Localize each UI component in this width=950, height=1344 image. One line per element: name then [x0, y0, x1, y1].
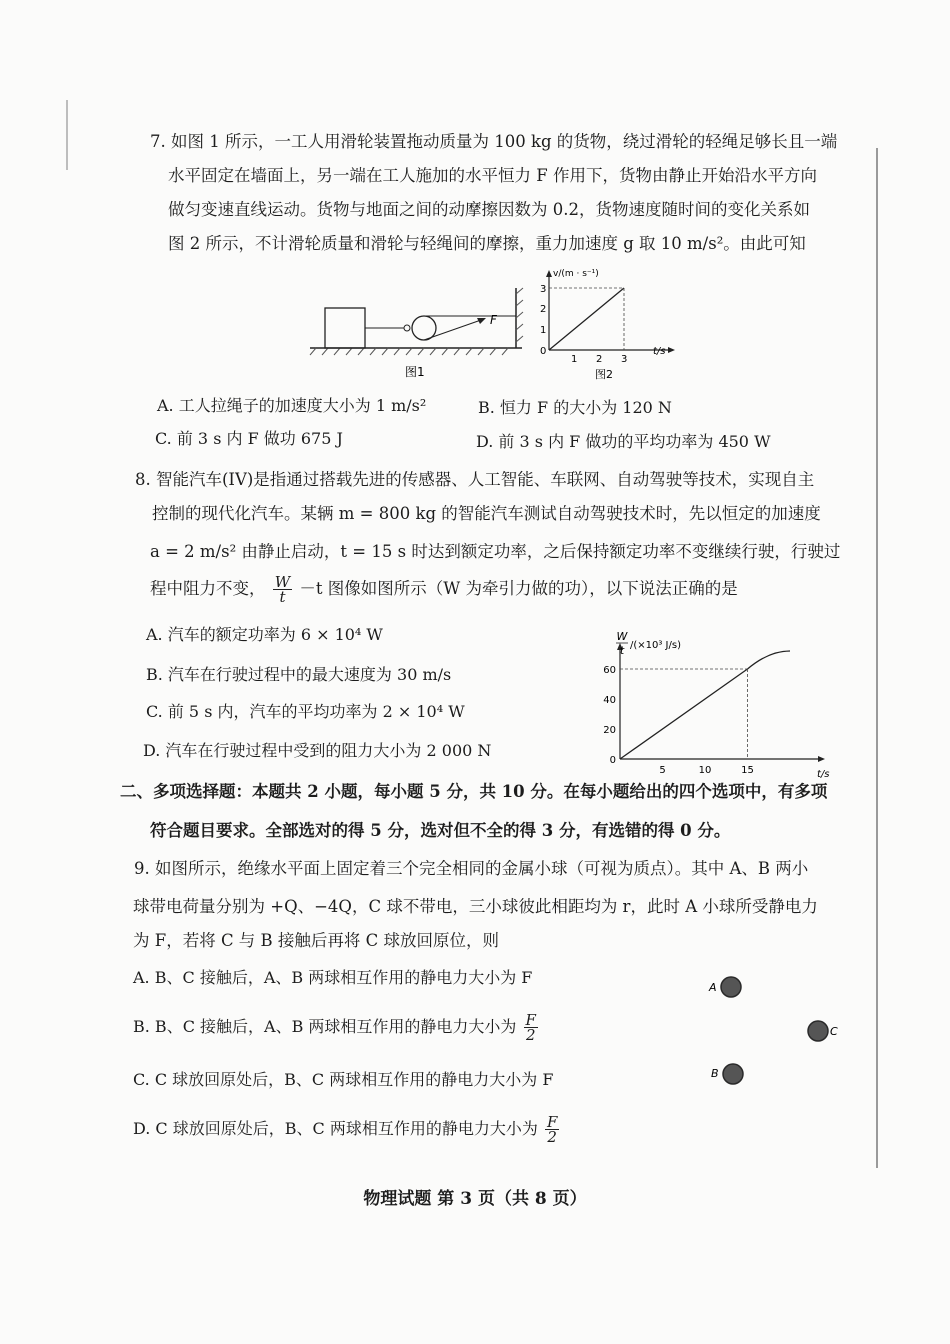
q7-line-2: 水平固定在墙面上，另一端在工人施加的水平恒力 F 作用下，货物由静止开始沿水平方向: [168, 166, 817, 185]
q8-ytick: 0: [609, 755, 616, 766]
fig2-velocity-line: [549, 288, 624, 350]
q9-option-c[interactable]: C. C 球放回原处后，B、C 两球相互作用的静电力大小为 F: [133, 1070, 554, 1089]
q9-frac-num: F: [546, 1113, 558, 1131]
q8-xlabel: t/s: [817, 769, 830, 780]
q8-ytick: 20: [603, 725, 616, 736]
q9-option-a[interactable]: A. B、C 接触后，A、B 两球相互作用的静电力大小为 F: [133, 968, 533, 987]
ground-hatch: [310, 348, 508, 355]
q8-ylabel-num: W: [616, 630, 628, 643]
q8-linear-segment: [620, 669, 748, 759]
q8-xtick: 15: [741, 765, 754, 776]
q9-line-2: 球带电荷量分别为 +Q、−4Q，C 球不带电，三小球彼此相距均为 r，此时 A 小球所受静电力: [133, 897, 818, 916]
q8-xtick: 10: [698, 765, 712, 776]
q7-line-3: 做匀变速直线运动。货物与地面之间的动摩擦因数为 0.2，货物速度随时间的变化关系如: [168, 200, 810, 219]
ball-b-label: B: [711, 1067, 719, 1080]
q7-option-b[interactable]: B. 恒力 F 的大小为 120 N: [478, 398, 672, 417]
fig2-xtick: 1: [571, 354, 578, 365]
q8-wt-graph: [585, 626, 835, 781]
page-footer: 物理试题 第 3 页（共 8 页）: [363, 1189, 587, 1209]
q8-ytick: 60: [603, 665, 616, 676]
fig2-ytick: 1: [540, 325, 547, 336]
q9-option-b-text: B. B、C 接触后，A、B 两球相互作用的静电力大小为: [133, 1017, 517, 1036]
q8-line-2: 控制的现代化汽车。某辆 m = 800 kg 的智能汽车测试自动驾驶技术时，先以恒定的加速度: [152, 504, 821, 523]
q8-ylabel-unit: /(×10³ J/s): [630, 640, 681, 651]
fig2-ytick: 3: [540, 284, 547, 295]
q7-figure-2: [525, 262, 685, 382]
q9-frac-num: F: [525, 1011, 536, 1029]
wall-hatch: [516, 288, 523, 342]
q8-frac-numerator: W: [274, 573, 291, 591]
page-edge: [66, 100, 68, 170]
q8-line-4-post: －t 图像如图所示（W 为牵引力做的功），以下说法正确的是: [299, 579, 738, 598]
ball-c-label: C: [830, 1025, 838, 1038]
q9-option-b[interactable]: [133, 1013, 540, 1042]
q8-option-c[interactable]: C. 前 5 s 内，汽车的平均功率为 2 × 10⁴ W: [146, 702, 465, 721]
section-2-heading-line-2: 符合题目要求。全部选对的得 5 分，选对但不全的得 3 分，有选错的得 0 分。: [150, 821, 731, 840]
section-2-heading-line-1: 二、多项选择题：本题共 2 小题，每小题 5 分，共 10 分。在每小题给出的四个选项中，有多项: [120, 782, 828, 801]
q8-frac-denominator: t: [279, 588, 286, 606]
pulley-axle: [404, 325, 410, 331]
ball-c: [808, 1021, 828, 1041]
q7-line-4: 图 2 所示，不计滑轮质量和滑轮与轻绳间的摩擦，重力加速度 g 取 10 m/s²。由此可知: [168, 234, 806, 253]
q8-line-1: 8. 智能汽车(IV)是指通过搭载先进的传感器、人工智能、车联网、自动驾驶等技术，实现自主: [135, 470, 815, 489]
ball-b: [723, 1064, 743, 1084]
q8-xtick: 5: [659, 765, 666, 776]
q8-ylabel-fraction: [616, 630, 629, 657]
ball-a: [721, 977, 741, 997]
q7-option-c[interactable]: C. 前 3 s 内 F 做功 675 J: [155, 429, 343, 448]
q8-series: [620, 651, 790, 759]
q7-option-d[interactable]: D. 前 3 s 内 F 做功的平均功率为 450 W: [476, 432, 771, 451]
pulley-wheel: [412, 316, 436, 340]
fig2-ylabel: v/(m · s⁻¹): [553, 269, 599, 279]
rope-pull: [424, 320, 481, 340]
q8-ytick: 40: [603, 695, 616, 706]
force-label: F: [490, 313, 497, 327]
q9-charge-figure: [700, 972, 850, 1092]
q7-figure-1: [300, 280, 540, 390]
fig2-xlabel: t/s: [653, 346, 666, 357]
q9-option-d-text: D. C 球放回原处后，B、C 两球相互作用的静电力大小为: [133, 1119, 538, 1138]
q8-line-4: [150, 575, 738, 604]
q8-ylabel-den: t: [619, 644, 625, 657]
q8-curved-segment: [748, 651, 791, 669]
q8-line-4-pre: 程中阻力不变，: [150, 579, 266, 598]
fig2-xtick: 3: [621, 354, 628, 365]
q9-option-b-fraction: [524, 1013, 538, 1042]
q8-line-3: a = 2 m/s² 由静止启动，t = 15 s 时达到额定功率，之后保持额定功率不变继续行驶，行驶过: [150, 542, 841, 561]
q9-option-d[interactable]: [133, 1115, 561, 1144]
q7-option-a[interactable]: A. 工人拉绳子的加速度大小为 1 m/s²: [157, 396, 427, 415]
q8-option-a[interactable]: A. 汽车的额定功率为 6 × 10⁴ W: [146, 625, 383, 644]
ball-a-label: A: [709, 981, 717, 994]
figure-1-caption: 图1: [405, 365, 425, 379]
figure-2-caption: 图2: [595, 368, 613, 381]
right-margin-rule: [876, 148, 878, 1168]
q9-frac-den: 2: [525, 1026, 536, 1044]
q9-option-d-fraction: [545, 1115, 559, 1144]
q8-fraction-w-over-t: [273, 575, 292, 604]
q9-line-1: 9. 如图所示，绝缘水平面上固定着三个完全相同的金属小球（可视为质点）。其中 A、B 两小: [134, 859, 809, 878]
q9-line-3: 为 F，若将 C 与 B 接触后再将 C 球放回原位，则: [133, 931, 500, 950]
cargo-box: [325, 308, 365, 348]
q9-frac-den: 2: [547, 1128, 557, 1146]
q8-option-d[interactable]: D. 汽车在行驶过程中受到的阻力大小为 2 000 N: [143, 741, 492, 760]
fig2-ytick: 0: [540, 346, 547, 357]
q7-line-1: 7. 如图 1 所示，一工人用滑轮装置拖动质量为 100 kg 的货物，绕过滑轮的轻绳足够长且一端: [150, 132, 838, 151]
q8-option-b[interactable]: B. 汽车在行驶过程中的最大速度为 30 m/s: [146, 665, 452, 684]
fig2-ytick: 2: [540, 304, 547, 315]
fig2-xtick: 2: [596, 354, 603, 365]
